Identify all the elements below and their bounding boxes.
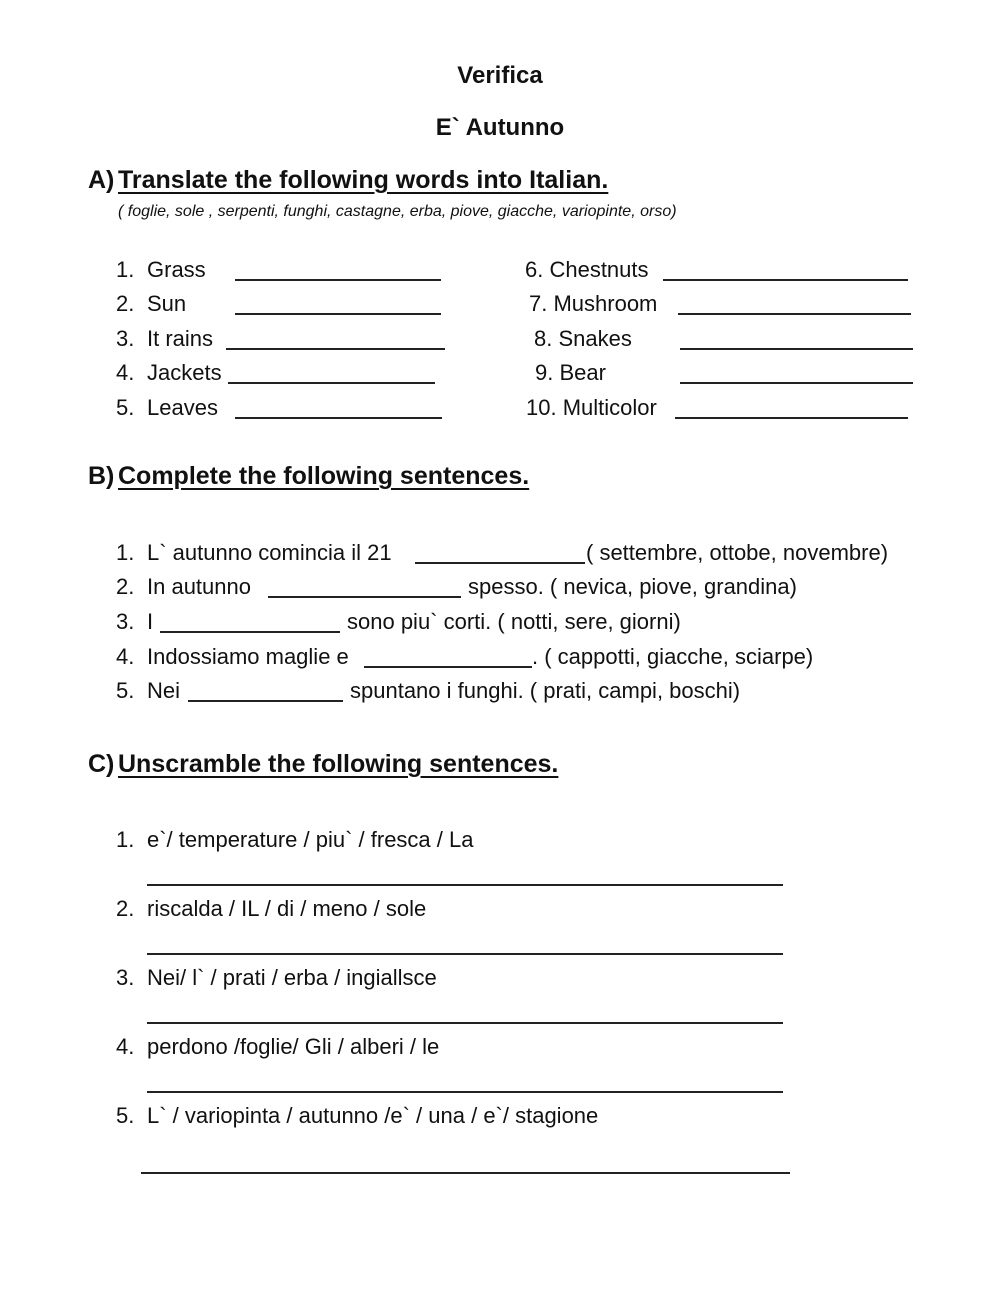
b-item-3-text: I	[147, 609, 154, 634]
a-item-2-number: 2.	[116, 291, 135, 316]
a-item-4-number: 4.	[116, 360, 135, 385]
c-item-4-text: perdono /foglie/ Gli / alberi / le	[147, 1034, 440, 1059]
a-item-9-answer-line[interactable]	[680, 382, 913, 384]
a-item-2-answer-line[interactable]	[235, 313, 441, 315]
a-item-6-label: 6. Chestnuts	[525, 257, 649, 282]
c-item-2-text: riscalda / IL / di / meno / sole	[147, 896, 427, 921]
c-item-4-answer-line[interactable]	[147, 1091, 783, 1093]
a-item-6-answer-line[interactable]	[663, 279, 908, 281]
b-item-5-number: 5.	[116, 678, 135, 703]
c-item-2-answer-line[interactable]	[147, 953, 783, 955]
b-item-5-options: spuntano i funghi. ( prati, campi, boschi)	[350, 678, 741, 703]
a-item-10-answer-line[interactable]	[675, 417, 908, 419]
a-item-4-word: Jackets	[147, 360, 222, 385]
c-item-4-number: 4.	[116, 1034, 135, 1059]
c-item-3-text: Nei/ l` / prati / erba / ingiallsce	[147, 965, 437, 990]
a-item-8-answer-line[interactable]	[680, 348, 913, 350]
a-item-3-answer-line[interactable]	[226, 348, 445, 350]
c-item-5-number: 5.	[116, 1103, 135, 1128]
a-item-1-answer-line[interactable]	[235, 279, 441, 281]
c-item-1-text: e`/ temperature / piu` / fresca / La	[147, 827, 474, 852]
c-item-5-text: L` / variopinta / autunno /e` / una / e`/ stagione	[147, 1103, 599, 1128]
b-item-4-options: . ( cappotti, giacche, sciarpe)	[532, 644, 814, 669]
a-item-10-label: 10. Multicolor	[526, 395, 657, 420]
b-item-5-text: Nei	[147, 678, 181, 703]
b-item-1-answer-line[interactable]	[415, 562, 585, 564]
c-item-2-number: 2.	[116, 896, 135, 921]
section-c-title: Unscramble the following sentences.	[118, 750, 559, 778]
a-item-8-label: 8. Snakes	[534, 326, 632, 351]
a-item-1-word: Grass	[147, 257, 206, 282]
a-item-4-answer-line[interactable]	[228, 382, 435, 384]
b-item-2-number: 2.	[116, 574, 135, 599]
a-item-7-answer-line[interactable]	[678, 313, 911, 315]
section-a-letter: A)	[88, 166, 115, 194]
a-item-1-number: 1.	[116, 257, 135, 282]
section-a-title: Translate the following words into Italian.	[118, 166, 609, 194]
a-item-5-answer-line[interactable]	[235, 417, 442, 419]
section-a-word-hint: ( foglie, sole , serpenti, funghi, castagne, erba, piove, giacche, variopinte, orso)	[118, 203, 677, 220]
b-item-2-text: In autunno	[147, 574, 251, 599]
a-item-5-number: 5.	[116, 395, 135, 420]
a-item-3-number: 3.	[116, 326, 135, 351]
page-title: Verifica	[457, 62, 543, 89]
c-item-1-answer-line[interactable]	[147, 884, 783, 886]
c-item-1-number: 1.	[116, 827, 135, 852]
c-item-3-answer-line[interactable]	[147, 1022, 783, 1024]
c-item-3-number: 3.	[116, 965, 135, 990]
c-item-5-answer-line[interactable]	[141, 1172, 790, 1174]
section-b-letter: B)	[88, 462, 115, 490]
b-item-5-answer-line[interactable]	[188, 700, 343, 702]
page-subtitle: E` Autunno	[435, 114, 565, 141]
b-item-1-options: ( settembre, ottobe, novembre)	[586, 540, 889, 565]
b-item-1-text: L` autunno comincia il 21	[147, 540, 392, 565]
b-item-3-answer-line[interactable]	[160, 631, 340, 633]
a-item-3-word: It rains	[147, 326, 214, 351]
a-item-2-word: Sun	[147, 291, 187, 316]
section-c-letter: C)	[88, 750, 115, 778]
b-item-2-answer-line[interactable]	[268, 596, 461, 598]
b-item-1-number: 1.	[116, 540, 135, 565]
b-item-3-number: 3.	[116, 609, 135, 634]
b-item-4-number: 4.	[116, 644, 135, 669]
b-item-4-answer-line[interactable]	[364, 666, 532, 668]
a-item-5-word: Leaves	[147, 395, 218, 420]
section-b-title: Complete the following sentences.	[118, 462, 530, 490]
b-item-2-options: spesso. ( nevica, piove, grandina)	[468, 574, 797, 599]
b-item-4-text: Indossiamo maglie e	[147, 644, 349, 669]
b-item-3-options: sono piu` corti. ( notti, sere, giorni)	[347, 609, 681, 634]
a-item-9-label: 9. Bear	[535, 360, 606, 385]
a-item-7-label: 7. Mushroom	[529, 291, 658, 316]
